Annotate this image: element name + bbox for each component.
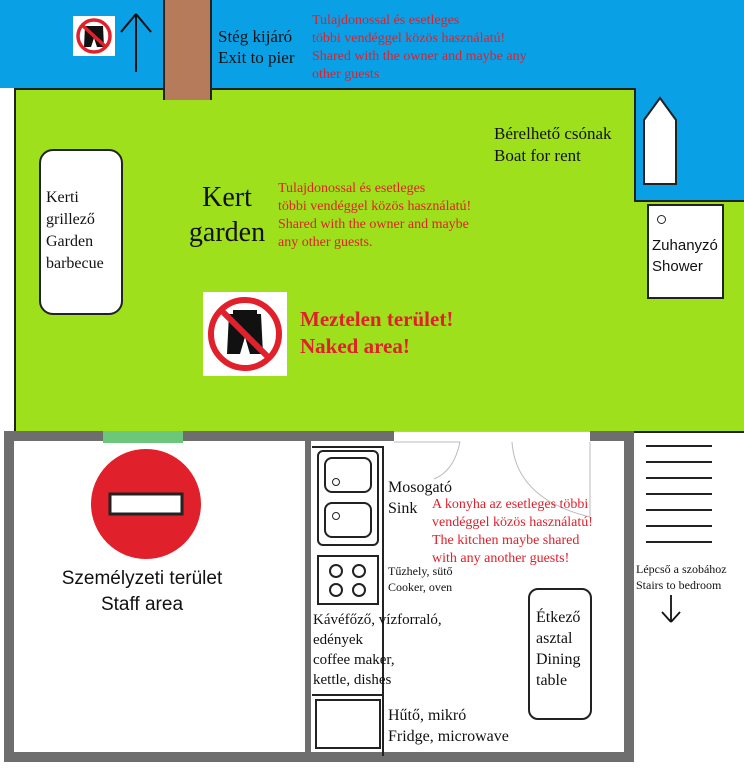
garden-title (178, 180, 276, 250)
dining-line2: asztal (536, 630, 573, 647)
staff-area-hu: Személyzeti terület (61, 568, 223, 589)
water-edge-bottom (634, 200, 744, 202)
garden-title-en: garden (188, 217, 266, 248)
boat-label-hu: Bérelhető csónak (494, 124, 612, 143)
garden-bottom-line (634, 431, 744, 433)
no-swimsuit-icon (73, 16, 115, 56)
garden-door (103, 431, 183, 443)
dining-line1: Étkező (536, 609, 581, 626)
water-edge (634, 88, 636, 202)
boat-label-en: Boat for rent (494, 146, 581, 165)
kitchen-shared-note (432, 496, 593, 568)
pier (163, 0, 212, 100)
stairs-label (636, 561, 727, 593)
arrow-up-icon (118, 10, 154, 74)
sink-label-hu: Mosogató (388, 479, 452, 496)
kitchen-shared-line4: with any another guests! (432, 551, 570, 566)
pier-label (218, 26, 294, 68)
staff-area-label (32, 566, 252, 618)
coffee-line2: edények (313, 632, 363, 648)
partition-wall (305, 441, 311, 753)
staff-area-en: Staff area (100, 594, 184, 615)
shared-top-line1: Tulajdonossal és esetleges (312, 13, 460, 28)
coffee-line1: Kávéfőző, vízforraló, (313, 612, 442, 628)
no-entry-icon (90, 448, 202, 560)
fridge-label-hu: Hűtő, mikró (388, 707, 467, 724)
sink-label-en: Sink (388, 500, 418, 517)
door-swing-1 (394, 441, 464, 481)
shared-garden-note (278, 180, 471, 252)
sink-basin-2 (324, 502, 372, 538)
arrow-down-icon (660, 594, 682, 624)
sink-drain-1 (332, 478, 340, 486)
fridge-label-en: Fridge, microwave (388, 728, 509, 745)
bbq-line1: Kerti (46, 189, 79, 206)
shared-top-line2: többi vendéggel közös használatú! (312, 31, 506, 46)
naked-area-label (300, 306, 453, 360)
pier-label-en: Exit to pier (218, 48, 295, 67)
shower-label (652, 235, 718, 277)
kitchen-shared-line3: The kitchen maybe shared (432, 533, 580, 548)
counter-wall-line (382, 446, 384, 756)
bbq-line3: Garden (46, 233, 94, 250)
dining-line4: table (536, 672, 568, 689)
naked-area-en: Naked area! (300, 334, 410, 358)
stairs (646, 444, 712, 554)
coffee-label (313, 610, 442, 690)
boat-label (494, 123, 612, 167)
shared-garden-line3: Shared with the owner and maybe (278, 217, 469, 232)
dining-label (536, 607, 580, 691)
shower-label-hu: Zuhanyzó (652, 237, 718, 254)
bbq-line4: barbecue (46, 255, 104, 272)
shared-top-line4: other guests (312, 67, 380, 82)
boat-icon (641, 96, 679, 188)
pier-label-hu: Stég kijáró (218, 27, 293, 46)
shared-top-line3: Shared with the owner and maybe any (312, 49, 527, 64)
dining-line3: Dining (536, 651, 581, 668)
bbq-label (46, 187, 104, 275)
shared-top-note (312, 12, 527, 84)
bbq-line2: grillező (46, 211, 95, 228)
garden-title-hu: Kert (202, 182, 252, 213)
shower-label-en: Shower (652, 258, 703, 275)
kitchen-shared-line1: A konyha az esetleges többi (432, 497, 589, 512)
shared-garden-line2: többi vendéggel közös használatú! (278, 199, 472, 214)
cooker-label-en: Cooker, oven (388, 580, 453, 594)
stairs-label-en: Stairs to bedroom (636, 578, 722, 592)
cooker-label-hu: Tűzhely, sütő (388, 564, 453, 578)
shower-drain-icon (657, 215, 666, 224)
cooker-label (388, 563, 453, 595)
sink-drain-2 (332, 512, 340, 520)
shared-garden-line4: any other guests. (278, 235, 373, 250)
coffee-line4: kettle, dishes (313, 672, 392, 688)
sink-basin-1 (324, 457, 372, 493)
cooker-unit (317, 555, 379, 605)
kitchen-shared-line2: vendéggel közös használatú! (432, 515, 593, 530)
fridge-unit (315, 699, 381, 749)
shared-garden-line1: Tulajdonossal és esetleges (278, 181, 426, 196)
no-swimsuit-icon-large (203, 292, 287, 376)
fridge-label (388, 705, 509, 747)
stairs-label-hu: Lépcső a szobához (636, 562, 727, 576)
naked-area-hu: Meztelen terület! (300, 307, 454, 331)
coffee-line3: coffee maker, (313, 652, 395, 668)
